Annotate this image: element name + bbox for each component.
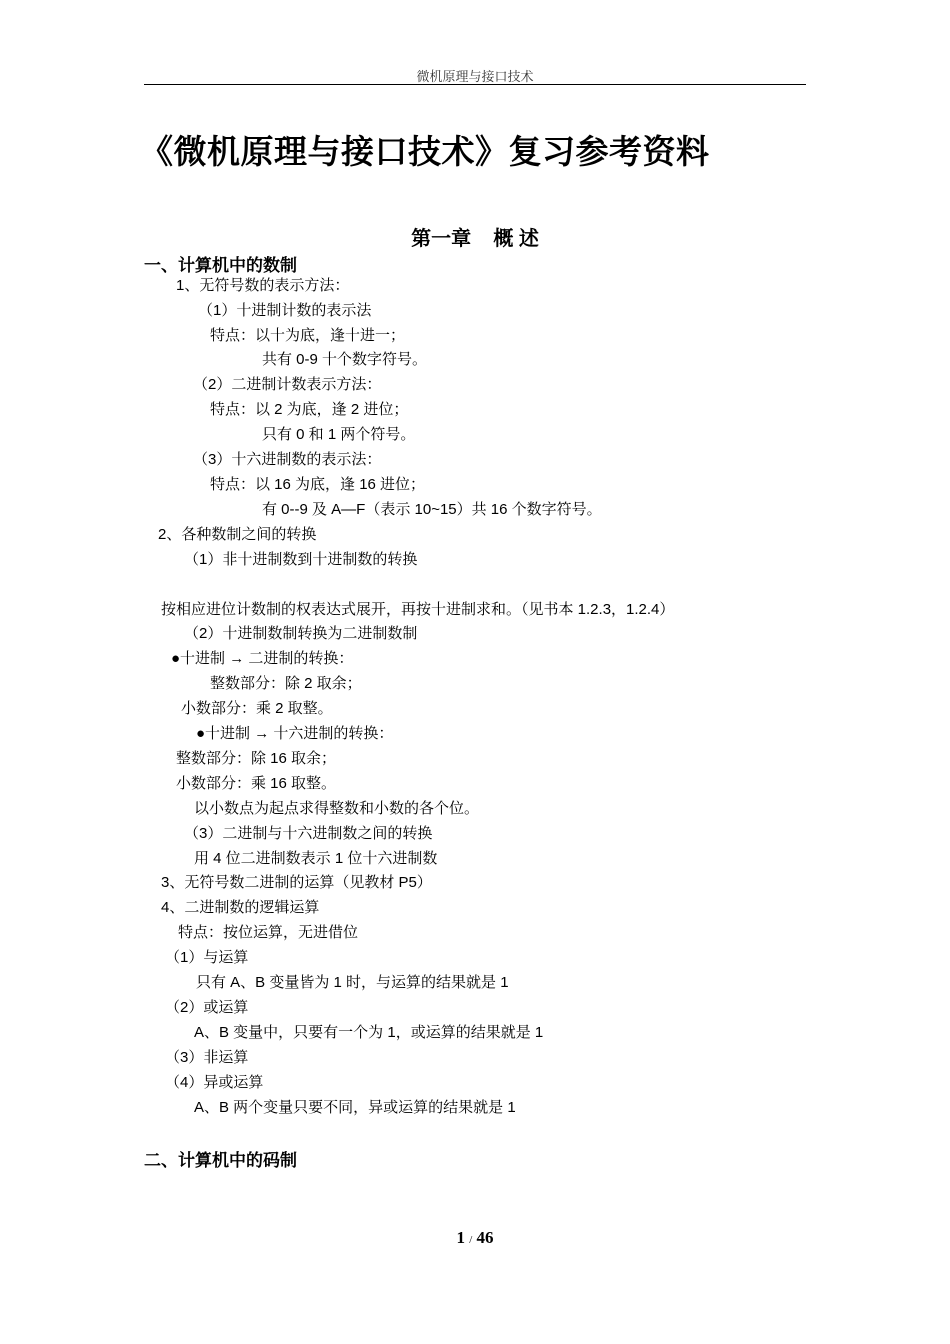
- text-line: 共有 0-9 十个数字符号。: [262, 351, 428, 368]
- header-rule: [144, 84, 806, 85]
- document-title: 《微机原理与接口技术》复习参考资料: [140, 133, 710, 170]
- text-line: （3）二进制与十六进制数之间的转换: [184, 825, 433, 842]
- text-line: ●十进制 → 十六进制的转换：: [196, 725, 394, 742]
- text-line: 按相应进位计数制的权表达式展开，再按十进制求和。（见书本 1.2.3，1.2.4）: [161, 601, 675, 618]
- text-line: （3）十六进制数的表示法：: [193, 451, 382, 468]
- text-line: 只有 0 和 1 两个符号。: [262, 426, 416, 443]
- section-heading-2: 二、计算机中的码制: [144, 1151, 297, 1170]
- current-page: 1: [456, 1228, 465, 1247]
- text-line: 2、各种数制之间的转换: [158, 526, 317, 543]
- text-line: （3）非运算: [165, 1049, 249, 1066]
- text-line: 3、无符号数二进制的运算（见教材 P5）: [161, 874, 432, 891]
- text-line: 小数部分：乘 2 取整。: [181, 700, 333, 717]
- text-line: （2）十进制数制转换为二进制数制: [184, 625, 418, 642]
- text-line: 1、无符号数的表示方法：: [176, 277, 350, 294]
- page-separator: /: [469, 1234, 473, 1246]
- text-line: （4）异或运算: [165, 1074, 264, 1091]
- total-pages: 46: [476, 1228, 494, 1247]
- text-line: 4、二进制数的逻辑运算: [161, 899, 320, 916]
- page-number: [0, 1228, 950, 1248]
- text-line: 有 0--9 及 A—F（表示 10~15）共 16 个数字符号。: [262, 501, 602, 518]
- text-line: 特点：以十为底，逢十进一；: [210, 327, 406, 344]
- text-line: 特点：以 2 为底，逢 2 进位；: [210, 401, 409, 418]
- text-line: （1）与运算: [165, 949, 249, 966]
- text-line: （2）或运算: [165, 999, 249, 1016]
- text-line: 整数部分：除 2 取余；: [210, 675, 362, 692]
- text-line: 以小数点为起点求得整数和小数的各个位。: [194, 800, 480, 817]
- text-line: 小数部分：乘 16 取整。: [176, 775, 337, 792]
- running-header: 微机原理与接口技术: [416, 69, 534, 84]
- text-line: A、B 两个变量只要不同，异或运算的结果就是 1: [194, 1099, 516, 1116]
- text-line: 特点：按位运算，无进借位: [178, 924, 359, 941]
- text-line: ●十进制 → 二进制的转换：: [171, 650, 354, 667]
- text-line: 特点：以 16 为底，逢 16 进位；: [210, 476, 426, 493]
- text-line: （1）十进制计数的表示法: [198, 302, 372, 319]
- section-heading-1: 一、计算机中的数制: [144, 256, 297, 275]
- text-line: （2）二进制计数表示方法：: [193, 376, 382, 393]
- chapter-heading: 第一章 概 述: [411, 228, 539, 250]
- text-line: 用 4 位二进制数表示 1 位十六进制数: [194, 850, 438, 867]
- text-line: （1）非十进制数到十进制数的转换: [184, 551, 418, 568]
- text-line: 只有 A、B 变量皆为 1 时，与运算的结果就是 1: [196, 974, 509, 991]
- text-line: A、B 变量中，只要有一个为 1，或运算的结果就是 1: [194, 1024, 544, 1041]
- text-line: 整数部分：除 16 取余；: [176, 750, 337, 767]
